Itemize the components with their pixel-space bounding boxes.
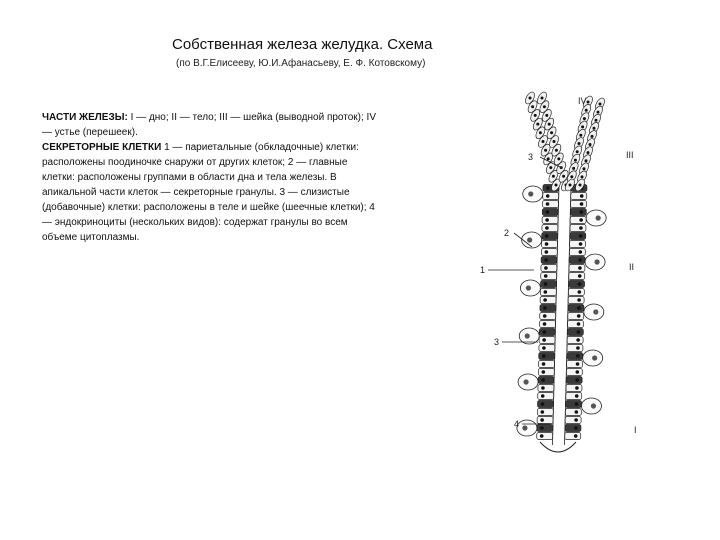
cell-nucleus bbox=[544, 282, 548, 286]
cell-nucleus bbox=[587, 151, 590, 154]
gland-cell bbox=[567, 361, 583, 368]
cell-nucleus bbox=[531, 105, 534, 108]
page-title: Собственная железа желудка. Схема bbox=[172, 36, 433, 53]
gland-cell bbox=[538, 401, 554, 408]
cell-nucleus bbox=[545, 234, 549, 238]
gland-cell bbox=[541, 249, 557, 256]
gland-cell bbox=[543, 193, 559, 200]
cell-nucleus bbox=[579, 250, 583, 254]
description-block bbox=[42, 110, 378, 245]
cell-nucleus bbox=[543, 105, 546, 108]
cell-nucleus bbox=[574, 434, 578, 438]
gland-cell bbox=[571, 201, 587, 208]
gland-cell bbox=[569, 265, 585, 272]
cell-nucleus bbox=[580, 210, 584, 214]
region-label-i: I bbox=[634, 425, 637, 435]
cell-nucleus bbox=[553, 140, 556, 143]
cell-nucleus bbox=[543, 314, 547, 318]
gland-cell bbox=[538, 393, 554, 400]
gland-cell bbox=[569, 257, 585, 264]
gland-cell bbox=[539, 361, 555, 368]
cell-nucleus bbox=[576, 370, 580, 374]
cell-nucleus bbox=[569, 184, 572, 187]
secretory-cells-paragraph bbox=[42, 140, 378, 245]
gland-cell bbox=[565, 409, 581, 416]
cell-nucleus bbox=[544, 266, 548, 270]
gland-cell bbox=[541, 265, 557, 272]
cell-nucleus bbox=[546, 186, 550, 190]
cell-nucleus bbox=[527, 237, 532, 242]
gland-cell bbox=[541, 281, 557, 288]
secretory-cells-heading: СЕКРЕТОРНЫЕ КЛЕТКИ bbox=[42, 142, 162, 153]
gland-cell bbox=[539, 353, 555, 360]
cell-nucleus bbox=[542, 140, 545, 143]
cell-nucleus bbox=[555, 184, 558, 187]
cell-nucleus bbox=[523, 379, 528, 384]
cell-nucleus bbox=[522, 425, 527, 430]
gland-cell bbox=[568, 289, 584, 296]
cell-nucleus bbox=[543, 322, 547, 326]
cell-nucleus bbox=[578, 266, 582, 270]
cell-nucleus bbox=[579, 134, 582, 137]
gland-cell bbox=[565, 425, 581, 432]
cell-nucleus bbox=[555, 149, 558, 152]
cell-nucleus bbox=[542, 346, 546, 350]
cell-nucleus bbox=[541, 402, 545, 406]
gland-cell bbox=[539, 329, 555, 336]
cell-nucleus bbox=[541, 378, 545, 382]
region-label-iii: III bbox=[626, 150, 634, 160]
cell-nucleus bbox=[593, 309, 598, 314]
gland-cell bbox=[570, 217, 586, 224]
cell-nucleus bbox=[597, 111, 600, 114]
cell-nucleus bbox=[543, 298, 547, 302]
cell-nucleus bbox=[574, 159, 577, 162]
gland-cell bbox=[538, 385, 554, 392]
cell-nucleus bbox=[544, 290, 548, 294]
cell-nucleus bbox=[583, 167, 586, 170]
cell-nucleus bbox=[579, 184, 582, 187]
cell-nucleus bbox=[544, 274, 548, 278]
gland-cell bbox=[540, 321, 556, 328]
cell-nucleus bbox=[536, 123, 539, 126]
cell-nucleus bbox=[577, 314, 581, 318]
cell-nucleus bbox=[580, 202, 584, 206]
cell-nucleus bbox=[599, 103, 602, 106]
gastric-gland-diagram bbox=[470, 90, 650, 460]
gland-cell bbox=[539, 345, 555, 352]
cell-nucleus bbox=[545, 250, 549, 254]
gland-cell bbox=[540, 305, 556, 312]
gland-cell bbox=[569, 281, 585, 288]
cell-nucleus bbox=[591, 403, 596, 408]
gland-cell bbox=[540, 297, 556, 304]
cell-nucleus bbox=[540, 426, 544, 430]
gland-fundus-outline bbox=[540, 442, 576, 452]
cell-nucleus bbox=[525, 333, 530, 338]
cell-nucleus bbox=[596, 215, 601, 220]
gland-cell bbox=[567, 353, 583, 360]
cell-nucleus bbox=[549, 166, 552, 169]
gland-parts-heading: ЧАСТИ ЖЕЛЕЗЫ: bbox=[42, 112, 128, 123]
cell-nucleus bbox=[595, 119, 598, 122]
gland-cell bbox=[568, 305, 584, 312]
cell-nucleus bbox=[575, 402, 579, 406]
cell-nucleus bbox=[581, 175, 584, 178]
gland-cell bbox=[570, 225, 586, 232]
cell-nucleus bbox=[545, 218, 549, 222]
gland-cell bbox=[570, 209, 586, 216]
gland-cell bbox=[542, 217, 558, 224]
gland-cell bbox=[537, 417, 553, 424]
gland-cell bbox=[566, 369, 582, 376]
cell-nucleus bbox=[570, 175, 573, 178]
cell-nucleus bbox=[585, 109, 588, 112]
gland-cell bbox=[565, 433, 581, 440]
gland-parts-paragraph bbox=[42, 110, 378, 140]
cell-nucleus bbox=[578, 282, 582, 286]
cell-nucleus bbox=[550, 131, 553, 134]
secretory-cells-text: 1 — париетальные (обкладочные) клетки: расположены поодиночке снаружи от других клеток; 2 — главные клетки: расположены группами в области дна и тела железы. В апикальной части клеток — секреторные гранулы. 3 — слизистые (добавочные) клетки: расположены в теле и шейке (шеечные клетки); 4 — эндокриноциты (нескольких видов): содержат гранулы во всем объеме цитоплазмы. bbox=[42, 142, 375, 243]
cell-nucleus bbox=[574, 426, 578, 430]
cell-nucleus bbox=[594, 259, 599, 264]
gland-cell bbox=[570, 241, 586, 248]
gland-cell bbox=[543, 201, 559, 208]
gland-cell bbox=[542, 225, 558, 232]
cell-nucleus bbox=[542, 354, 546, 358]
cell-nucleus bbox=[539, 131, 542, 134]
gland-cell bbox=[567, 337, 583, 344]
cell-nucleus bbox=[534, 114, 537, 117]
gland-cell bbox=[567, 329, 583, 336]
cell-nucleus bbox=[593, 127, 596, 130]
gland-cell bbox=[569, 273, 585, 280]
gland-cell bbox=[537, 433, 553, 440]
gland-cell bbox=[566, 393, 582, 400]
cell-nucleus bbox=[576, 338, 580, 342]
cell-nucleus bbox=[579, 234, 583, 238]
cell-nucleus bbox=[540, 418, 544, 422]
gland-parts-text: I — дно; II — тело; III — шейка (выводной проток); IV — устье (перешеек). bbox=[42, 112, 377, 138]
gland-cell bbox=[568, 297, 584, 304]
cell-nucleus bbox=[545, 242, 549, 246]
cell-nucleus bbox=[579, 218, 583, 222]
cell-nucleus bbox=[577, 330, 581, 334]
gland-cell bbox=[538, 369, 554, 376]
cell-nucleus bbox=[578, 290, 582, 294]
gland-cell bbox=[566, 377, 582, 384]
gland-cell bbox=[568, 313, 584, 320]
cell-nucleus bbox=[581, 125, 584, 128]
gland-cell bbox=[541, 257, 557, 264]
cell-nucleus bbox=[541, 410, 545, 414]
cell-nucleus bbox=[546, 210, 550, 214]
cell-nucleus bbox=[578, 142, 581, 145]
cell-nucleus bbox=[557, 157, 560, 160]
cell-nucleus bbox=[579, 226, 583, 230]
cell-nucleus bbox=[576, 346, 580, 350]
gland-cell bbox=[566, 385, 582, 392]
cell-nucleus bbox=[589, 143, 592, 146]
gland-cell bbox=[537, 425, 553, 432]
cell-nucleus bbox=[552, 175, 555, 178]
cell-nucleus bbox=[546, 202, 550, 206]
gland-cell bbox=[540, 313, 556, 320]
cell-nucleus bbox=[540, 434, 544, 438]
region-label-iv: IV bbox=[578, 96, 587, 106]
cell-nucleus bbox=[575, 386, 579, 390]
cell-nucleus bbox=[577, 306, 581, 310]
cell-label-3-body: 3 bbox=[494, 337, 500, 347]
cell-nucleus bbox=[545, 114, 548, 117]
cell-nucleus bbox=[572, 167, 575, 170]
cell-nucleus bbox=[542, 338, 546, 342]
gland-cell bbox=[570, 233, 586, 240]
cell-nucleus bbox=[562, 175, 565, 178]
cell-nucleus bbox=[583, 117, 586, 120]
gland-cell bbox=[539, 337, 555, 344]
cell-nucleus bbox=[543, 330, 547, 334]
cell-nucleus bbox=[577, 298, 581, 302]
cell-nucleus bbox=[542, 370, 546, 374]
gland-cell bbox=[571, 193, 587, 200]
gland-cell bbox=[542, 209, 558, 216]
cell-label-4: 4 bbox=[514, 419, 520, 429]
cell-nucleus bbox=[541, 386, 545, 390]
cell-nucleus bbox=[548, 123, 551, 126]
cell-nucleus bbox=[574, 418, 578, 422]
cell-nucleus bbox=[576, 354, 580, 358]
cell-nucleus bbox=[526, 285, 531, 290]
cell-nucleus bbox=[544, 149, 547, 152]
cell-nucleus bbox=[541, 97, 544, 100]
cell-nucleus bbox=[578, 258, 582, 262]
cell-nucleus bbox=[545, 226, 549, 230]
cell-label-3-neck: 3 bbox=[528, 152, 534, 162]
cell-nucleus bbox=[592, 355, 597, 360]
gland-cell bbox=[538, 377, 554, 384]
region-label-ii: II bbox=[629, 262, 635, 272]
cell-nucleus bbox=[575, 410, 579, 414]
cell-nucleus bbox=[575, 378, 579, 382]
cell-nucleus bbox=[546, 194, 550, 198]
gland-cell bbox=[540, 289, 556, 296]
gland-cell bbox=[566, 401, 582, 408]
cell-nucleus bbox=[578, 274, 582, 278]
cell-nucleus bbox=[585, 159, 588, 162]
cell-nucleus bbox=[542, 362, 546, 366]
cell-nucleus bbox=[591, 135, 594, 138]
gland-cell bbox=[569, 249, 585, 256]
cell-nucleus bbox=[579, 242, 583, 246]
cell-nucleus bbox=[528, 191, 533, 196]
cell-nucleus bbox=[577, 322, 581, 326]
gland-cell bbox=[567, 345, 583, 352]
cell-nucleus bbox=[529, 97, 532, 100]
gland-illustration bbox=[517, 91, 606, 452]
cell-nucleus bbox=[544, 258, 548, 262]
gland-cell bbox=[537, 409, 553, 416]
cell-label-1: 1 bbox=[480, 265, 486, 275]
cell-nucleus bbox=[575, 394, 579, 398]
cell-nucleus bbox=[576, 150, 579, 153]
cell-nucleus bbox=[547, 157, 550, 160]
cell-nucleus bbox=[543, 306, 547, 310]
cell-nucleus bbox=[587, 101, 590, 104]
cell-label-2: 2 bbox=[504, 228, 510, 238]
page-subtitle: (по В.Г.Елисееву, Ю.И.Афанасьеву, Е. Ф. Котовскому) bbox=[176, 58, 426, 69]
gland-cell bbox=[542, 233, 558, 240]
gland-cell bbox=[542, 241, 558, 248]
cell-nucleus bbox=[580, 194, 584, 198]
gland-cell bbox=[541, 273, 557, 280]
cell-nucleus bbox=[541, 394, 545, 398]
cell-nucleus bbox=[576, 362, 580, 366]
gland-cell bbox=[565, 417, 581, 424]
gland-cell bbox=[568, 321, 584, 328]
